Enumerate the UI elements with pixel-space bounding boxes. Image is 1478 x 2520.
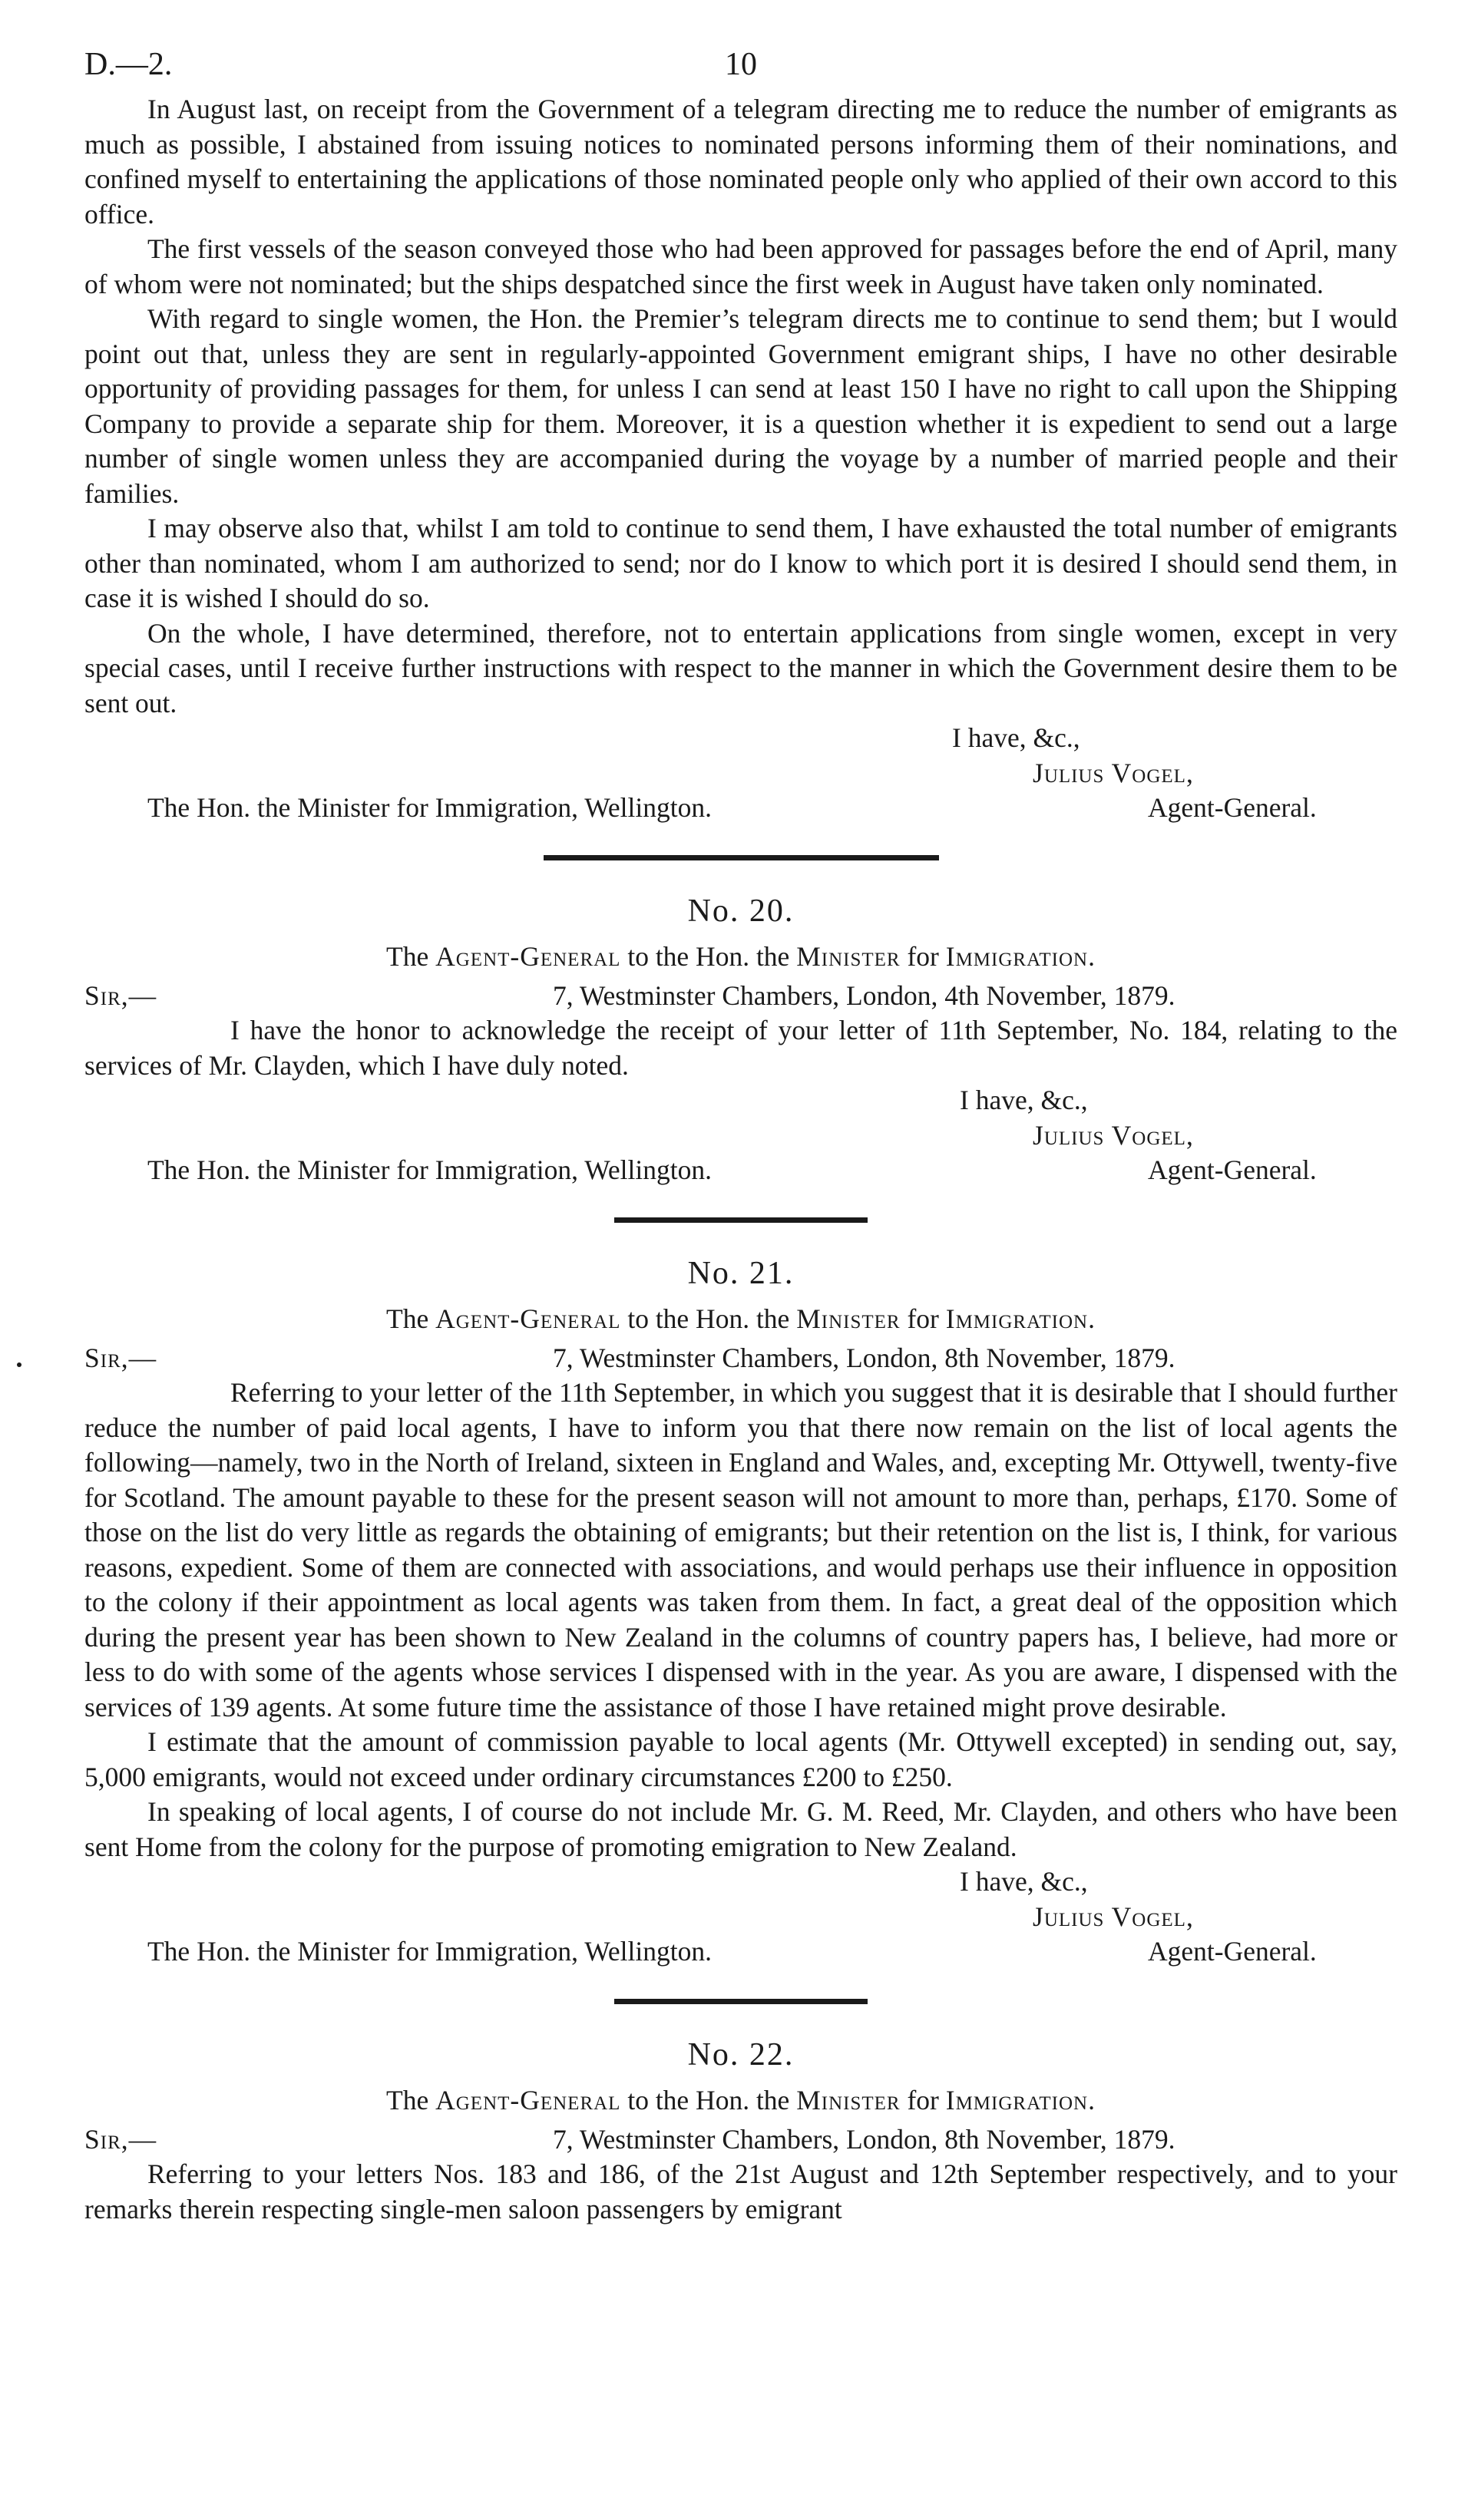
sender-address: 7, Westminster Chambers, London, 4th November, 1879. xyxy=(553,979,1175,1011)
heading-department: Immigration. xyxy=(945,940,1096,972)
letter-20 xyxy=(84,890,1397,1188)
signer-title: Agent-General. xyxy=(1148,1154,1317,1185)
heading-text: to the Hon. the xyxy=(627,940,790,972)
heading-text: The xyxy=(386,940,429,972)
signer-name: Julius Vogel, xyxy=(1033,1901,1194,1932)
letter-heading xyxy=(84,937,1397,976)
letter-number: No. 22. xyxy=(687,2036,795,2072)
page-number: 10 xyxy=(725,47,757,82)
paragraph: In speaking of local agents, I of course do not include Mr. G. M. Reed, Mr. Clayden, and others who have been sent Home from the colony for the purpose of promoting emigration to New Zealand. xyxy=(84,1796,1397,1862)
letter-number: No. 20. xyxy=(687,893,795,929)
addressee: The Hon. the Minister for Immigration, Wellington. xyxy=(147,792,712,823)
heading-text: to the Hon. the xyxy=(627,2084,790,2115)
section-divider xyxy=(614,1217,868,1223)
signer-title: Agent-General. xyxy=(1148,1936,1317,1967)
heading-sender: Agent-General xyxy=(435,940,621,972)
closing-formula: I have, &c., xyxy=(952,722,1080,753)
salutation: Sir,— xyxy=(84,979,157,1011)
paragraph: I estimate that the amount of commission payable to local agents (Mr. Ottywell excepted) in sending out, say, 5,000 emigrants, would not exceed under ordinary circumstances £200 to £250. xyxy=(84,1726,1397,1792)
paragraph: With regard to single women, the Hon. the Premier’s telegram directs me to continue to send them; but I would point out that, unless they are sent in regularly-appointed Government emigrant ships, I have no other desirable opportunity of providing passages for them, for unless I can send at least 150 I have no right to call upon the Shipping Company to provide a separate ship for them. Moreover, it is a question whether it is expedient to send out a large number of single women unless they are accompanied during the voyage by a number of married people and their families. xyxy=(84,303,1397,509)
page-header xyxy=(84,38,1397,92)
salutation-line xyxy=(84,1341,1397,1376)
document-page xyxy=(84,38,1397,2227)
addressee-line xyxy=(84,1153,1397,1188)
addressee: The Hon. the Minister for Immigration, Wellington. xyxy=(147,1936,712,1967)
letter-21 xyxy=(84,1252,1397,1970)
heading-text: for xyxy=(907,1303,939,1334)
sender-address: 7, Westminster Chambers, London, 8th November, 1879. xyxy=(553,1342,1175,1373)
addressee-line xyxy=(84,1934,1397,1970)
heading-text: for xyxy=(907,940,939,972)
addressee: The Hon. the Minister for Immigration, Wellington. xyxy=(147,1154,712,1185)
salutation-line xyxy=(84,979,1397,1014)
section-divider xyxy=(614,1999,868,2004)
sender-address: 7, Westminster Chambers, London, 8th November, 1879. xyxy=(553,2123,1175,2155)
heading-text: for xyxy=(907,2084,939,2115)
letter-heading xyxy=(84,2081,1397,2119)
paragraph: Referring to your letter of the 11th September, in which you suggest that it is desirable that I should further reduce the number of paid local agents, I have to inform you that there now remain on the list of local agents the following—namely, two in the North of Ireland, sixteen in England and Wales, and, excepting Mr. Ottywell, twenty-five for Scotland. The amount payable to these for the present season will not amount to more than, perhaps, £170. Some of those on the list do very little as regards the obtaining of emigrants; but their retention on the list is, I think, for various reasons, expedient. Some of them are connected with associations, and would perhaps use their influence in opposition to the colony if their appointment as local agents was taken from them. In fact, a great deal of the opposition which during the present year has been shown to New Zealand in the columns of country papers has, I believe, had more or less to do with some of the agents whose services I dispensed with in the year. As you are aware, I dispensed with the services of 139 agents. At some future time the assistance of those I have retained might prove desirable. xyxy=(84,1377,1397,1722)
paragraph: On the whole, I have determined, therefore, not to entertain applications from single women, except in very special cases, until I receive further instructions with respect to the manner in which the Government desire them to be sent out. xyxy=(84,617,1397,718)
heading-text: The xyxy=(386,2084,429,2115)
closing-line xyxy=(84,1864,1397,1900)
closing-line xyxy=(84,721,1397,756)
signer-name: Julius Vogel, xyxy=(1033,1119,1194,1151)
signer-title: Agent-General. xyxy=(1148,792,1317,823)
signature-line xyxy=(84,1118,1397,1154)
letter-22 xyxy=(84,2033,1397,2228)
letter-19-continuation xyxy=(84,92,1397,826)
heading-sender: Agent-General xyxy=(435,2084,621,2115)
letter-number: No. 21. xyxy=(687,1255,795,1291)
heading-department: Immigration. xyxy=(945,1303,1096,1334)
paragraph: Referring to your letters Nos. 183 and 186, of the 21st August and 12th September respectively, and to your remarks therein respecting single-men saloon passengers by emigrant xyxy=(84,2158,1397,2224)
salutation: Sir,— xyxy=(84,2123,157,2155)
heading-text: The xyxy=(386,1303,429,1334)
heading-recipient: Minister xyxy=(796,940,901,972)
signature-line xyxy=(84,1900,1397,1935)
section-divider xyxy=(544,855,939,860)
document-reference: D.—2. xyxy=(84,47,173,82)
paragraph: I may observe also that, whilst I am told to continue to send them, I have exhausted the total number of emigrants other than nominated, whom I am authorized to send; nor do I know to which port it is desired I should send them, in case it is wished I should do so. xyxy=(84,513,1397,613)
heading-sender: Agent-General xyxy=(435,1303,621,1334)
addressee-line xyxy=(84,791,1397,826)
paragraph: In August last, on receipt from the Government of a telegram directing me to reduce the number of emigrants as much as possible, I abstained from issuing notices to nominated persons informing them of their nominations, and confined myself to entertaining the applications of those nominated people only who applied of their own accord to this office. xyxy=(84,94,1397,230)
letter-heading xyxy=(84,1300,1397,1338)
closing-formula: I have, &c., xyxy=(960,1866,1088,1897)
heading-recipient: Minister xyxy=(796,1303,901,1334)
paragraph: The first vessels of the season conveyed those who had been approved for passages before the end of April, many of whom were not nominated; but the ships despatched since the first week in August have taken only nominated. xyxy=(84,233,1397,299)
closing-line xyxy=(84,1083,1397,1118)
signer-name: Julius Vogel, xyxy=(1033,757,1194,788)
paragraph: I have the honor to acknowledge the receipt of your letter of 11th September, No. 184, relating to the services of Mr. Clayden, which I have duly noted. xyxy=(84,1015,1397,1081)
signature-line xyxy=(84,756,1397,791)
stray-mark xyxy=(17,1362,21,1367)
closing-formula: I have, &c., xyxy=(960,1085,1088,1115)
salutation-line xyxy=(84,2122,1397,2158)
heading-department: Immigration. xyxy=(945,2084,1096,2115)
heading-text: to the Hon. the xyxy=(627,1303,790,1334)
salutation: Sir,— xyxy=(84,1342,157,1373)
heading-recipient: Minister xyxy=(796,2084,901,2115)
